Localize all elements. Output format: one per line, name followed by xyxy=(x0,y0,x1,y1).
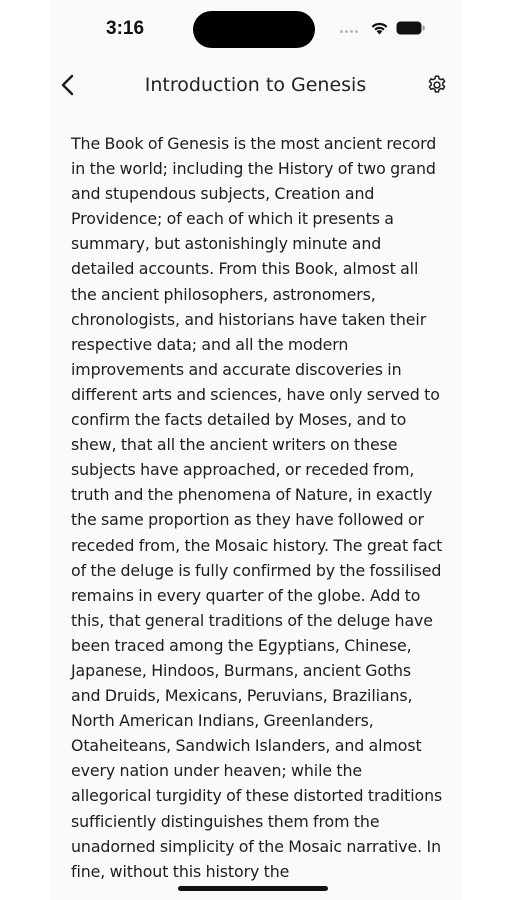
screen xyxy=(50,0,461,900)
cellular-signal-icon xyxy=(340,30,362,34)
dynamic-island xyxy=(193,11,315,48)
wifi-icon xyxy=(370,19,389,35)
settings-button[interactable] xyxy=(426,74,448,96)
status-time: 3:16 xyxy=(106,18,145,39)
chevron-left-icon xyxy=(63,76,72,94)
back-button[interactable] xyxy=(58,72,78,98)
gear-icon xyxy=(429,76,444,92)
page-title: Introduction to Genesis xyxy=(144,74,367,96)
home-indicator[interactable] xyxy=(178,886,328,891)
article-body-text: The Book of Genesis is the most ancient record in the world; including the History of two grand and stupendous subjects, Creation and Providence; of each of which it presents a summary, but astonishingly minute and detailed accounts. From this Book, almost all the ancient philosophers, astronomers, chronologists, and historians have taken their respective data; and all the modern improvements and accurate discoveries in different arts and sciences, have only served to confirm the facts detailed by Moses, and to shew, that all the ancient writers on these subjects have approached, or receded from, truth and the phenomena of Nature, in exactly the same proportion as they have followed or receded from, the Mosaic history. The great fact of the deluge is fully confirmed by the fossilised remains in every quarter of the globe. Add to this, that general traditions of the deluge have been traced among the Egyptians, Chinese, Japanese, Hindoos, Burmans, ancient Goths and Druids, Mexicans, Peruvians, Brazilians, North American Indians, Greenlanders, Otaheiteans, Sandwich Islanders, and almost every nation under heaven; while the allegorical turgidity of these distorted traditions sufficiently distinguishes them from the unadorned simplicity of the Mosaic narrative. In fine, without this history the xyxy=(71,134,443,881)
battery-icon xyxy=(396,21,426,35)
status-icons xyxy=(340,18,430,38)
